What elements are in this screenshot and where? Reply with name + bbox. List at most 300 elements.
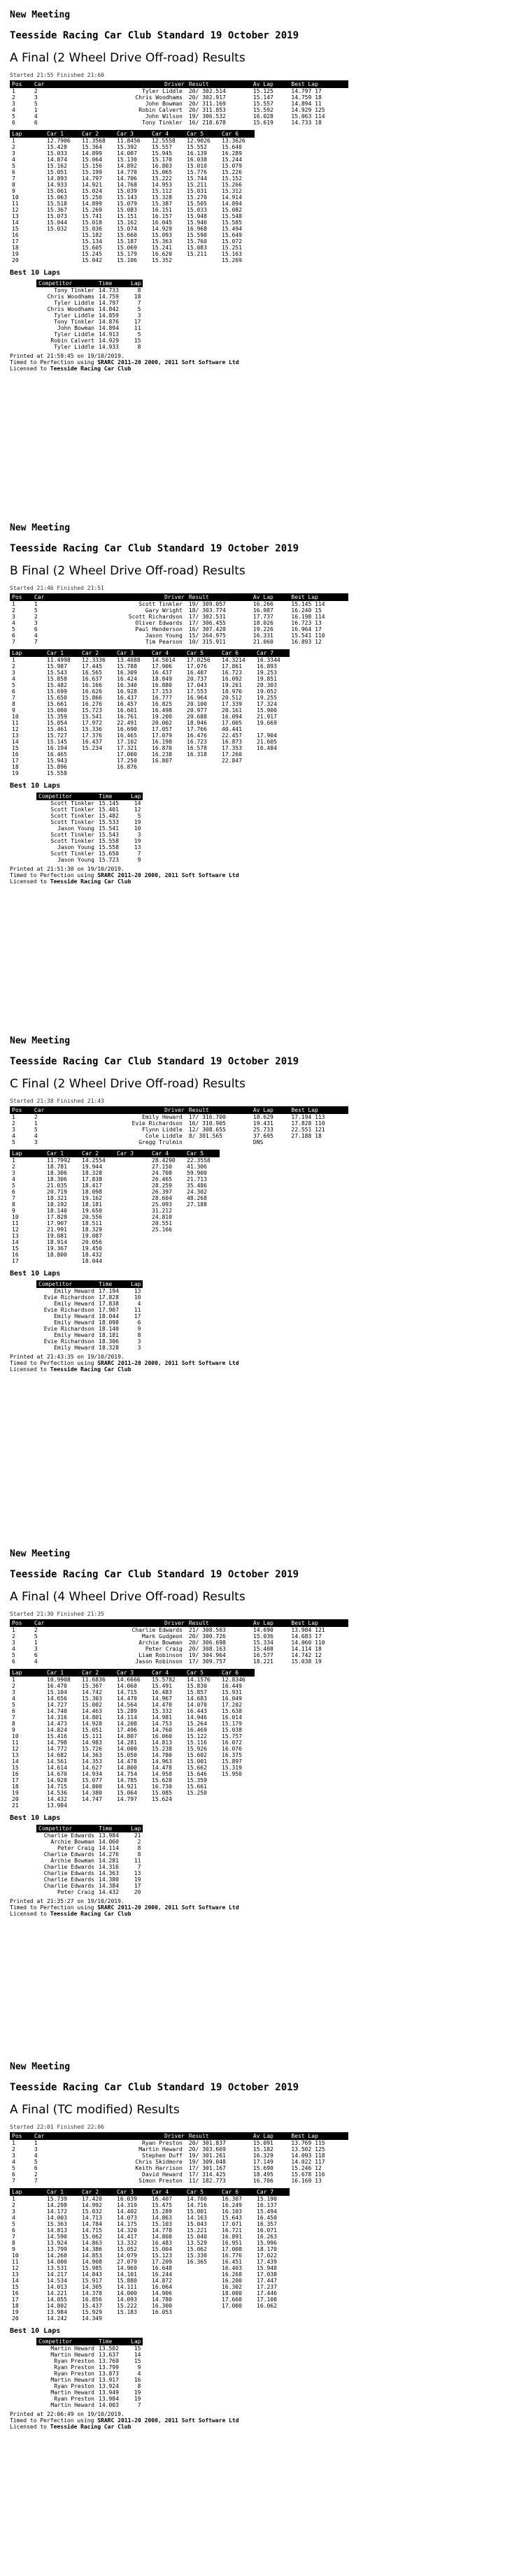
lap-number: 6 [12, 2227, 15, 2234]
lap-number: 19 [12, 1790, 19, 1796]
lap-col-lap: Lap [10, 649, 45, 657]
best-header-row [36, 2338, 143, 2345]
lap-time: 14.969 [117, 2265, 137, 2271]
result-row [10, 1658, 348, 1665]
lap-time: 21.035 [47, 1182, 67, 1189]
lap-time: 15.757 [222, 1733, 242, 1739]
licensed-to [10, 2424, 512, 2430]
lap-time: 16.309 [117, 670, 137, 676]
lap-time [185, 1258, 220, 1264]
lap-number: 5 [12, 1182, 15, 1189]
best-lap-row [36, 1307, 143, 1313]
result-cell: 5 [34, 2159, 38, 2165]
lap-number: 1 [12, 2196, 15, 2202]
lap-time: 16.690 [117, 726, 137, 732]
lap-time: 15.010 [187, 163, 207, 169]
lap-time [220, 1783, 255, 1790]
lap-time: 15.760 [187, 238, 207, 245]
lap-time: 14.656 [47, 1695, 67, 1702]
lap-time: 14.564 [117, 1702, 137, 1708]
lap-time: 15.985 [82, 2265, 102, 2271]
lap-time: 16.776 [222, 2252, 242, 2259]
lap-time: 15.552 [187, 144, 207, 150]
best-lap-number: 7 [137, 2402, 141, 2408]
result-cell: 14.759 18 [291, 94, 322, 101]
result-cell: Chris Skidmore [135, 2159, 183, 2165]
lap-time: 19.650 [82, 1208, 102, 1214]
result-cell: 7 [12, 639, 15, 645]
best-lap-time: 14.894 [99, 325, 119, 331]
lap-time: 17.237 [257, 2284, 277, 2290]
lap-time [185, 758, 220, 764]
result-cell: 1 [34, 2140, 38, 2146]
event-title: Teesside Racing Car Club Standard 19 October 2019 [10, 30, 299, 41]
event-title: Teesside Racing Car Club Standard 19 October 2019 [10, 1569, 299, 1580]
result-cell: Tyler Liddle [142, 88, 183, 94]
best-lap-driver: Archie Bowman [50, 1839, 94, 1845]
lap-time: 14.055 [47, 2296, 67, 2303]
lap-time: 15.145 [47, 739, 67, 745]
best-col-lap: Lap [129, 1825, 143, 1832]
results-col-best-lap: Best Lap [289, 1106, 348, 1114]
lap-time: 17.339 [222, 701, 242, 707]
lap-time: 15.387 [152, 201, 172, 207]
lap-time [45, 232, 80, 238]
best-lap-row [36, 2402, 143, 2408]
best-lap-time: 17.194 [99, 1288, 119, 1294]
lap-time: 15.031 [187, 188, 207, 194]
lap-number: 6 [12, 1189, 15, 1195]
lap-time [150, 770, 185, 776]
best-lap-number: 17 [134, 319, 141, 325]
lap-time: 16.062 [257, 2303, 277, 2309]
lap-time: 15.062 [187, 2246, 207, 2252]
lap-time: 15.190 [257, 2196, 277, 2202]
lap-row [10, 1201, 220, 1208]
results-header-row [10, 593, 348, 601]
result-cell: 3 [12, 1640, 15, 1646]
best-col-lap: Lap [129, 280, 143, 287]
lap-col-car: Car 3 [115, 649, 150, 657]
meeting-header: New Meeting [10, 523, 71, 533]
lap-number: 15 [12, 2284, 19, 2290]
licensed-label: Licensed to [10, 1366, 50, 1373]
results-col-best-lap: Best Lap [289, 2132, 348, 2140]
best-lap-row [36, 344, 143, 350]
lap-time: 15.437 [82, 2303, 102, 2309]
best-lap-time: 15.541 [99, 825, 119, 832]
lap-time: 18.306 [47, 1170, 67, 1176]
lap-time: 19.367 [47, 1245, 67, 1252]
lap-row [10, 758, 290, 764]
lap-time: 14.402 [117, 2208, 137, 2215]
lap-time [185, 1220, 220, 1227]
lap-time: 14.319 [117, 2202, 137, 2208]
lap-col-car: Car 2 [80, 1669, 115, 1677]
result-cell: 2 [12, 1120, 15, 1127]
lap-time: 17.043 [187, 682, 207, 688]
best-lap-number: 17 [134, 1313, 141, 1319]
best-lap-row [36, 338, 143, 344]
footer-text [10, 2411, 512, 2430]
lap-time [115, 1214, 150, 1220]
lap-time [220, 1777, 255, 1783]
lap-time: 11.4998 [47, 657, 71, 663]
lap-time: 15.199 [82, 169, 102, 175]
lap-time: 17.000 [222, 2303, 242, 2309]
lap-time: 15.505 [187, 201, 207, 207]
lap-time: 14.780 [152, 2296, 172, 2303]
results-col-pos: Pos [10, 1106, 32, 1114]
lap-col-car: Car 4 [150, 649, 185, 657]
lap-time [185, 2271, 220, 2278]
best-lap-driver: Ryan Preston [54, 2371, 94, 2377]
result-cell: 16.169 13 [291, 2178, 322, 2184]
lap-time: 20.056 [82, 1239, 102, 1245]
result-cell: 19.431 [253, 1120, 273, 1127]
lap-time: 14.000 [47, 2259, 67, 2265]
lap-time: 14.893 [47, 175, 67, 182]
results-col-pos: Pos [10, 593, 32, 601]
lap-time: 15.082 [222, 207, 242, 213]
lap-number: 9 [12, 707, 15, 714]
lap-time: 20.977 [187, 707, 207, 714]
lap-row [10, 1683, 255, 1689]
lap-time: 15.103 [152, 2221, 172, 2227]
lap-row [10, 1783, 255, 1790]
best-col-competitor: Competitor [36, 2338, 97, 2345]
best-lap-row [36, 806, 143, 813]
lap-time: 16.244 [152, 2271, 172, 2278]
result-cell: 16.964 17 [291, 626, 322, 632]
best-lap-time: 14.933 [99, 344, 119, 350]
lap-time: 14.682 [47, 1752, 67, 1758]
lap-row [10, 2196, 290, 2202]
result-cell: 4 [34, 2152, 38, 2159]
best-lap-driver: Jason Young [57, 825, 94, 832]
lap-time: 15.491 [152, 1683, 172, 1689]
results-table [10, 80, 348, 126]
lap-time: 15.211 [187, 251, 207, 257]
best-lap-number: 15 [134, 338, 141, 344]
lap-time: 11.3568 [82, 138, 106, 144]
lap-number: 16 [12, 1771, 19, 1777]
lap-time: 16.891 [222, 2234, 242, 2240]
lap-time [220, 1790, 255, 1796]
lap-time: 15.289 [152, 2208, 172, 2215]
result-cell: 16/ 218.678 [188, 120, 226, 126]
best-lap-number: 4 [137, 1301, 141, 1307]
lap-number: 4 [12, 2215, 15, 2221]
lap-time: 14.813 [152, 1739, 172, 1746]
result-cell: 1 [12, 1627, 15, 1633]
results-col-av-lap: Av Lap [251, 1106, 289, 1114]
lap-time: 18.140 [47, 1208, 67, 1214]
lap-number: 20 [12, 257, 19, 263]
lap-number: 10 [12, 1733, 19, 1739]
lap-time: 15.072 [222, 238, 242, 245]
lap-number: 1 [12, 1677, 15, 1683]
best-header-row [36, 793, 143, 800]
lap-time: 16.076 [222, 1746, 242, 1752]
results-table [10, 593, 348, 645]
lap-time: 14.590 [47, 2234, 67, 2240]
lap-col-lap: Lap [10, 2188, 45, 2196]
lap-number: 6 [12, 169, 15, 175]
result-row [10, 2140, 348, 2146]
best-lap-row [36, 1332, 143, 1338]
lap-time: 28.604 [152, 1195, 172, 1201]
timed-by [10, 872, 512, 878]
lap-time: 20.002 [152, 720, 172, 726]
best-lap-number: 12 [134, 806, 141, 813]
started-finished: Started 22:01 Finished 22:06 [10, 2124, 104, 2130]
results-label: Results [202, 1077, 246, 1091]
lap-time: 28.4290 [152, 1157, 176, 1164]
best-lap-time: 13.924 [99, 2383, 119, 2389]
best-lap-number: 5 [137, 306, 141, 312]
lap-time: 14.802 [47, 2303, 67, 2309]
result-cell: 17.737 [253, 614, 273, 620]
best-lap-number: 8 [137, 344, 141, 350]
best-lap-driver: Evie Richardson [43, 1326, 94, 1332]
result-cell: 17/ 302.531 [188, 614, 226, 620]
result-cell: 3 [12, 2152, 15, 2159]
lap-time: 14.928 [47, 1777, 67, 1783]
best-lap-driver: Tyler Liddle [54, 331, 94, 338]
licensed-label: Licensed to [10, 1911, 50, 1917]
best-lap-number: 3 [137, 832, 141, 838]
lap-row [10, 1765, 255, 1771]
lap-time: 15.558 [47, 770, 67, 776]
lap-number: 1 [12, 1157, 15, 1164]
result-cell: 14.733 18 [291, 120, 322, 126]
result-cell: Tony Tinkler [142, 120, 183, 126]
best-header-row [36, 1825, 143, 1832]
lap-time: 14.921 [82, 182, 102, 188]
licensed-to [10, 366, 512, 372]
lap-time: 14.933 [47, 182, 67, 188]
results-table [10, 1106, 348, 1145]
lap-number: 5 [12, 682, 15, 688]
lap-time: 17.250 [117, 758, 137, 764]
best-lap-number: 19 [134, 2396, 141, 2402]
lap-time: 11.6836 [82, 1677, 106, 1683]
result-cell: 4 [12, 620, 15, 626]
lap-time: 41.306 [187, 1164, 207, 1170]
lap-time: 14.934 [82, 1771, 102, 1777]
result-cell: 19/ 304.964 [188, 1652, 226, 1658]
race-name: A Final (TC modified) [10, 2103, 137, 2117]
lap-row [10, 1695, 255, 1702]
lap-time: 15.226 [222, 169, 242, 175]
lap-time: 14.000 [117, 1746, 137, 1752]
best-lap-time: 14.842 [99, 306, 119, 312]
lap-time: 14.208 [117, 1721, 137, 1727]
lap-row [10, 1189, 220, 1195]
result-cell: 15.246 12 [291, 2165, 322, 2171]
event-title: Teesside Racing Car Club Standard 19 October 2019 [10, 1056, 299, 1067]
result-cell: 14.690 [253, 1627, 273, 1633]
best-lap-time: 14.759 [99, 294, 119, 300]
best-header-row [36, 280, 143, 287]
lap-time [255, 758, 290, 764]
lap-time: 14.747 [82, 1796, 102, 1802]
best-laps-title: Best 10 Laps [10, 782, 61, 790]
lap-row [10, 695, 290, 701]
lap-row [10, 770, 290, 776]
printed-at: Printed at 21:51:30 on 19/10/2019. [10, 866, 125, 872]
lap-row [10, 2208, 290, 2215]
best-lap-driver: Martin Heward [50, 2345, 94, 2352]
lap-time [220, 1802, 255, 1809]
result-cell: 15.091 [253, 2140, 273, 2146]
lap-time: 14.953 [152, 182, 172, 188]
result-row [10, 2165, 348, 2171]
lap-time: 14.899 [82, 201, 102, 207]
lap-time: 15.367 [82, 1683, 102, 1689]
lap-time: 20.551 [152, 1220, 172, 1227]
footer-text [10, 866, 512, 885]
lap-time: 14.797 [117, 1796, 137, 1802]
lap-time: 15.024 [82, 188, 102, 194]
results-col-result: Result [187, 1106, 251, 1114]
best-laps-table [36, 2338, 143, 2408]
lap-time [185, 1239, 220, 1245]
lap-time: 16.194 [47, 745, 67, 751]
lap-row [10, 1245, 220, 1252]
results-col-result: Result [187, 1619, 251, 1627]
best-lap-row [36, 2371, 143, 2377]
best-lap-time: 18.306 [99, 1338, 119, 1345]
race-title [10, 2103, 512, 2117]
lap-time: 17.446 [257, 2290, 277, 2296]
best-lap-number: 20 [134, 1889, 141, 1895]
lap-time: 15.222 [117, 2303, 137, 2309]
lap-time: 19.450 [82, 1245, 102, 1252]
result-row [10, 1646, 348, 1652]
result-cell: 17.194 113 [291, 1114, 325, 1120]
lap-col-car: Car 2 [80, 649, 115, 657]
lap-col-car: Car 4 [150, 130, 185, 138]
lap-time: 17.828 [47, 1214, 67, 1220]
lap-time: 19.851 [257, 676, 277, 682]
lap-time: 14.892 [117, 163, 137, 169]
lap-time: 15.638 [222, 1708, 242, 1714]
lap-row [10, 1733, 255, 1739]
licensed-club: Teesside Racing Car Club [50, 366, 131, 372]
lap-time: 15.428 [47, 144, 67, 150]
lap-time: 14.914 [222, 194, 242, 201]
best-lap-number: 10 [134, 825, 141, 832]
lap-time: 15.221 [187, 2227, 207, 2234]
best-lap-driver: Scott Tinkler [50, 838, 94, 844]
result-cell: 4 [12, 1646, 15, 1652]
lap-time [255, 764, 290, 770]
results-header-row [10, 2132, 348, 2140]
lap-time: 15.640 [222, 144, 242, 150]
lap-col-car: Car 3 [115, 1669, 150, 1677]
result-cell: 1 [34, 1120, 38, 1127]
best-lap-number: 15 [134, 2358, 141, 2364]
best-lap-number: 8 [137, 1332, 141, 1338]
result-cell: Keith Harrison [135, 2165, 183, 2171]
best-lap-number: 7 [137, 851, 141, 857]
best-col-time: Time [97, 1280, 129, 1288]
lap-number: 8 [12, 701, 15, 707]
licensed-to [10, 1911, 512, 1917]
lap-row [10, 144, 255, 150]
lap-time: 16.637 [82, 676, 102, 682]
lap-time: 16.761 [117, 714, 137, 720]
lap-time: 16.498 [152, 707, 172, 714]
lap-time: 14.780 [152, 1752, 172, 1758]
result-cell: Gary Wright [145, 607, 183, 614]
lap-number: 9 [12, 1208, 15, 1214]
lap-time: 14.386 [82, 2246, 102, 2252]
lap-time: 16.951 [222, 2240, 242, 2246]
lap-time: 16.307 [222, 2196, 242, 2202]
lap-time: 14.899 [82, 150, 102, 157]
lap-time: 15.494 [257, 2208, 277, 2215]
lap-time: 17.209 [152, 2259, 172, 2265]
lap-time: 14.700 [187, 2196, 207, 2202]
lap-time: 18.946 [187, 720, 207, 726]
lap-time: 15.650 [47, 695, 67, 701]
lap-time: 17.861 [222, 663, 242, 670]
lap-row [10, 1796, 255, 1802]
lap-number: 12 [12, 1227, 19, 1233]
lap-time: 16.039 [117, 2196, 137, 2202]
lap-time: 18.321 [47, 1195, 67, 1201]
lap-row [10, 194, 255, 201]
lap-col-car: Car 1 [45, 2188, 80, 2196]
lap-time: 14.874 [47, 157, 67, 163]
best-col-competitor: Competitor [36, 793, 97, 800]
best-lap-number: 19 [134, 819, 141, 825]
lap-col-car: Car 3 [115, 130, 150, 138]
result-cell: 14.093 118 [291, 2152, 325, 2159]
result-cell: 37.695 [253, 1133, 273, 1139]
best-laps-title: Best 10 Laps [10, 1270, 61, 1278]
lap-time: 15.043 [187, 2221, 207, 2227]
lap-time: 21.917 [257, 714, 277, 720]
lap-row [10, 2246, 290, 2252]
lap-number: 14 [12, 2278, 19, 2284]
lap-time: 15.093 [152, 232, 172, 238]
lap-time: 14.760 [152, 1727, 172, 1733]
lap-row [10, 2303, 290, 2309]
best-lap-row [36, 1288, 143, 1294]
lap-row [10, 1258, 220, 1264]
results-col-car: Car [32, 80, 55, 88]
result-cell: 1 [34, 107, 38, 113]
best-lap-driver: Martin Heward [50, 2389, 94, 2396]
lap-time: 17.260 [222, 751, 242, 758]
lap-row [10, 1157, 220, 1164]
lap-time: 15.359 [47, 714, 67, 720]
result-cell: Mark Gudgeon [142, 1633, 183, 1640]
result-cell: John Wilson [145, 113, 183, 120]
result-cell: 6 [34, 2165, 38, 2171]
lap-number: 2 [12, 1164, 15, 1170]
lap-time: 17.202 [222, 1702, 242, 1708]
lap-time: 15.543 [47, 670, 67, 676]
result-cell: 17/ 314.425 [188, 2171, 226, 2178]
results-col-car: Car [32, 593, 55, 601]
lap-time: 15.051 [82, 1727, 102, 1733]
started-finished: Started 21:55 Finished 21:60 [10, 72, 104, 78]
